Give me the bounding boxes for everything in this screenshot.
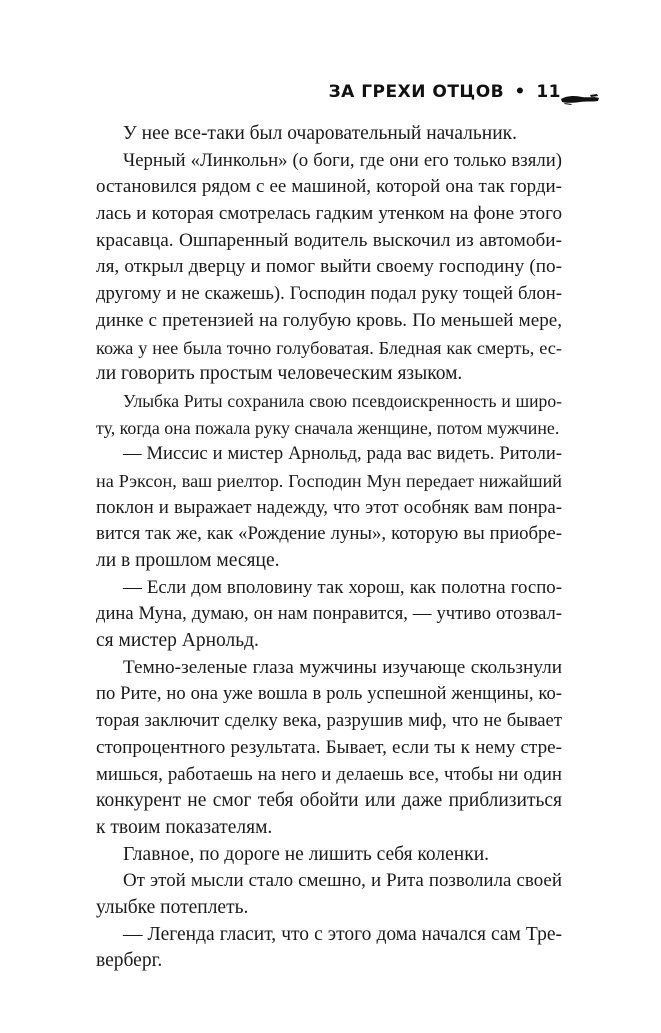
text-line: кожа у нее была точно голубоватая. Бледная как смерть, ес- — [96, 337, 562, 358]
text-line: Темно-зеленые глаза мужчины изучающе скользнули — [123, 656, 562, 678]
book-title: ЗА ГРЕХИ ОТЦОВ — [328, 82, 505, 102]
text-line: ля, открыл дверцу и помог выйти своему господину (по- — [96, 256, 562, 278]
text-line: — Легенда гласит, что с этого дома начался сам Тре- — [123, 923, 562, 945]
text-line: Улыбка Риты сохранила свою псевдоискренность и широ- — [123, 390, 562, 411]
text-line: ли говорить простым человеческим языком. — [96, 363, 463, 385]
text-line: вится так же, как «Рождение луны», которую вы приобре- — [96, 523, 562, 545]
text-line: ту, когда она пожала руку сначала женщине, потом мужчине. — [96, 417, 560, 438]
header-title-group — [329, 82, 561, 102]
text-line: стопроцентного результата. Бывает, если ты к нему стре- — [96, 736, 562, 758]
text-line: динке с претензией на голубую кровь. По меньшей мере, — [96, 309, 562, 331]
text-line: красавца. Ошпаренный водитель выскочил из автомоби- — [96, 229, 562, 251]
brush-stroke-icon — [560, 92, 600, 106]
text-line: по Рите, но она уже вошла в роль успешной женщины, ко- — [96, 683, 562, 705]
running-header — [0, 80, 661, 110]
text-line: ся мистер Арнольд. — [96, 630, 259, 652]
text-line: на Рэксон, ваш риелтор. Господин Мун передает нижайший — [96, 470, 562, 491]
text-line: лась и которая смотрелась гадким утенком на фоне этого — [96, 203, 562, 225]
text-line: — Миссис и мистер Арнольд, рада вас видеть. Ритоли- — [123, 443, 562, 465]
text-line: От этой мысли стало смешно, и Рита позволила своей — [123, 870, 562, 892]
text-line: мишься, работаешь на него и делаешь все, чтобы ни один — [96, 763, 562, 785]
text-line: поклон и выражает надежду, что этот особняк вам понра- — [96, 496, 562, 518]
text-line: Главное, по дороге не лишить себя коленки. — [123, 843, 490, 865]
text-line: другому и не скажешь). Господин подал руку тощей блон- — [96, 283, 562, 305]
text-line: улыбке потеплеть. — [96, 896, 249, 918]
header-separator: • — [514, 82, 526, 102]
text-line: Черный «Линкольн» (о боги, где они его только взяли) — [123, 149, 562, 171]
text-line: конкурент не смог тебя обойти или даже приблизиться — [96, 790, 562, 812]
page-body — [96, 121, 562, 975]
text-line: дина Муна, думаю, он нам понравится, — учтиво отозвал- — [96, 603, 562, 625]
text-line: торая заключит сделку века, разрушив миф, что не бывает — [96, 710, 562, 732]
text-line: остановился рядом с ее машиной, которой она так горди- — [96, 176, 562, 198]
text-line: ли в прошлом месяце. — [96, 550, 280, 571]
text-line: — Если дом вполовину так хорош, как полотна госпо- — [123, 576, 562, 598]
text-line: к твоим показателям. — [96, 816, 273, 838]
text-line: У нее все-таки был очаровательный начальник. — [123, 123, 518, 144]
page-number: 11 — [536, 82, 561, 102]
text-line: верберг. — [96, 950, 163, 972]
